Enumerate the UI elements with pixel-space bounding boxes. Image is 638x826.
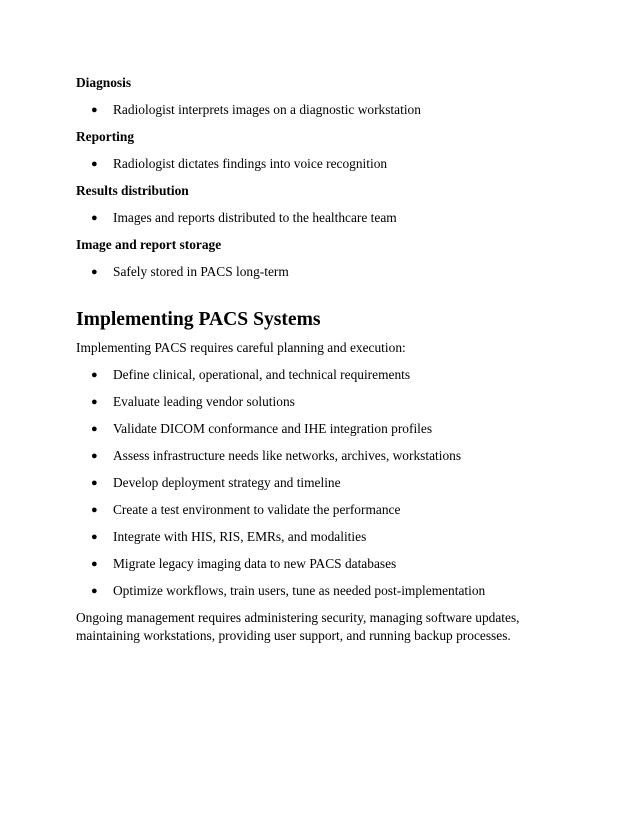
bullet-icon: ● (91, 477, 98, 489)
list-item-text: Validate DICOM conformance and IHE integration profiles (113, 421, 433, 436)
list-item-text: Assess infrastructure needs like networks, archives, workstations (113, 448, 462, 463)
list-item-text: Develop deployment strategy and timeline (113, 475, 341, 490)
section-heading-diagnosis: Diagnosis (76, 75, 132, 90)
list-item-text: Radiologist interprets images on a diagnostic workstation (113, 102, 421, 117)
section-heading-results-distribution: Results distribution (76, 183, 189, 198)
bullet-icon: ● (91, 504, 98, 516)
list-item-text: Optimize workflows, train users, tune as needed post-implementation (113, 583, 486, 598)
closing-paragraph: Ongoing management requires administering security, managing software updates, maintaining workstations, providing user support, and running backup processes. (76, 610, 520, 643)
section-heading-reporting: Reporting (76, 129, 135, 144)
list-item-text: Migrate legacy imaging data to new PACS databases (113, 556, 397, 571)
section-heading-storage: Image and report storage (76, 237, 222, 252)
section-title-implementing: Implementing PACS Systems (76, 309, 321, 330)
bullet-icon: ● (91, 266, 98, 278)
bullet-icon: ● (91, 423, 98, 435)
bullet-icon: ● (91, 396, 98, 408)
list-item-text: Define clinical, operational, and technical requirements (113, 367, 411, 382)
bullet-icon: ● (91, 558, 98, 570)
bullet-icon: ● (91, 450, 98, 462)
list-item-text: Safely stored in PACS long-term (113, 264, 289, 279)
list-item-text: Evaluate leading vendor solutions (113, 394, 295, 409)
bullet-icon: ● (91, 104, 98, 116)
list-item-text: Radiologist dictates findings into voice recognition (113, 156, 388, 171)
intro-paragraph: Implementing PACS requires careful planning and execution: (76, 340, 406, 355)
bullet-icon: ● (91, 212, 98, 224)
bullet-icon: ● (91, 158, 98, 170)
list-item-text: Images and reports distributed to the healthcare team (113, 210, 397, 225)
list-item-text: Create a test environment to validate the performance (113, 502, 401, 517)
list-item-text: Integrate with HIS, RIS, EMRs, and modalities (113, 529, 367, 544)
bullet-icon: ● (91, 369, 98, 381)
bullet-icon: ● (91, 531, 98, 543)
bullet-icon: ● (91, 585, 98, 597)
